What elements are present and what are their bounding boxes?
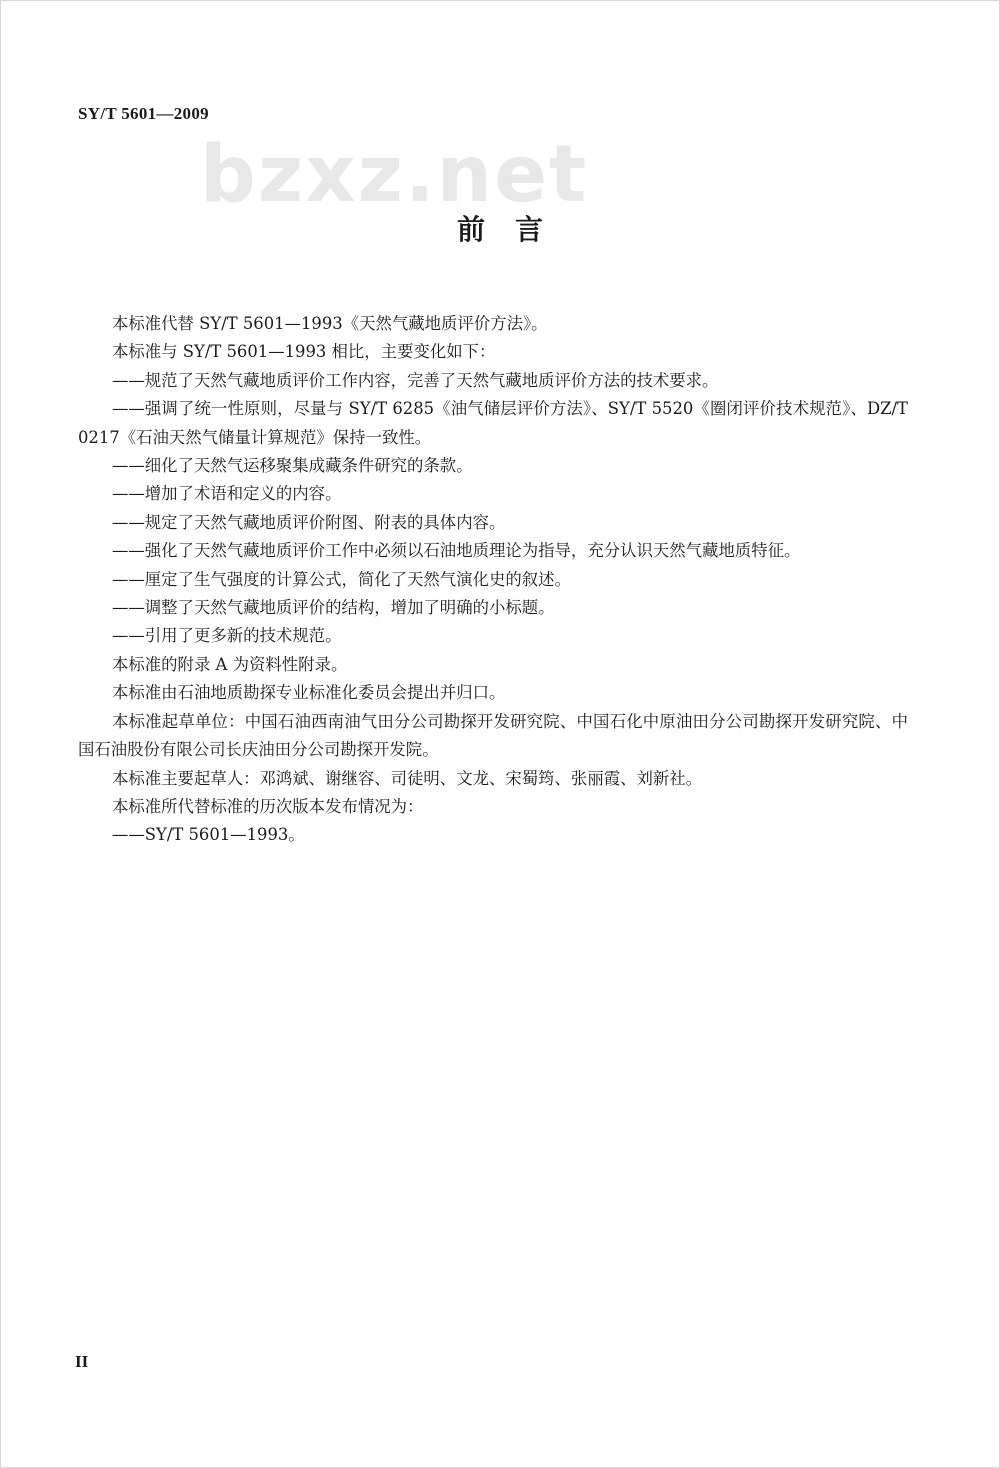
- paragraph: ——调整了天然气藏地质评价的结构，增加了明确的小标题。: [112, 598, 555, 618]
- paragraph: 本标准代替 SY/T 5601—1993《天然气藏地质评价方法》。: [112, 314, 548, 333]
- document-code: SY/T 5601—2009: [78, 104, 209, 123]
- page-title: 前言: [456, 213, 573, 246]
- foreword-body: [78, 310, 908, 850]
- paragraph: 本标准主要起草人：邓鸿斌、谢继容、司徒明、文龙、宋蜀筠、张丽霞、刘新社。: [112, 768, 703, 788]
- paragraph: ——强调了统一性原则，尽量与 SY/T 6285《油气储层评价方法》、SY/T 5520《圈闭评价技术规范》、DZ/T 0217《石油天然气储量计算规范》保持一致性。: [78, 399, 908, 447]
- watermark: bzxz.net: [200, 130, 589, 220]
- paragraph: ——SY/T 5601—1993。: [112, 825, 305, 845]
- paragraph: ——增加了术语和定义的内容。: [112, 484, 342, 504]
- paragraph: 本标准由石油地质勘探专业标准化委员会提出并归口。: [112, 683, 506, 703]
- paragraph: ——规范了天然气藏地质评价工作内容，完善了天然气藏地质评价方法的技术要求。: [112, 370, 719, 390]
- paragraph: ——规定了天然气藏地质评价附图、附表的具体内容。: [112, 512, 506, 532]
- paragraph: ——强化了天然气藏地质评价工作中必须以石油地质理论为指导，充分认识天然气藏地质特征。: [112, 541, 801, 561]
- paragraph: ——引用了更多新的技术规范。: [112, 626, 342, 646]
- paragraph: ——厘定了生气强度的计算公式，简化了天然气演化史的叙述。: [112, 569, 571, 589]
- paragraph: 本标准所代替标准的历次版本发布情况为：: [112, 796, 424, 816]
- paragraph: 本标准与 SY/T 5601—1993 相比，主要变化如下：: [112, 342, 496, 362]
- page-number: II: [75, 1352, 89, 1371]
- paragraph: ——细化了天然气运移聚集成藏条件研究的条款。: [112, 456, 473, 476]
- paragraph: 本标准的附录 A 为资料性附录。: [112, 654, 348, 674]
- paragraph: 本标准起草单位：中国石油西南油气田分公司勘探开发研究院、中国石化中原油田分公司勘探开发研究院、中国石油股份有限公司长庆油田分公司勘探开发院。: [78, 711, 908, 760]
